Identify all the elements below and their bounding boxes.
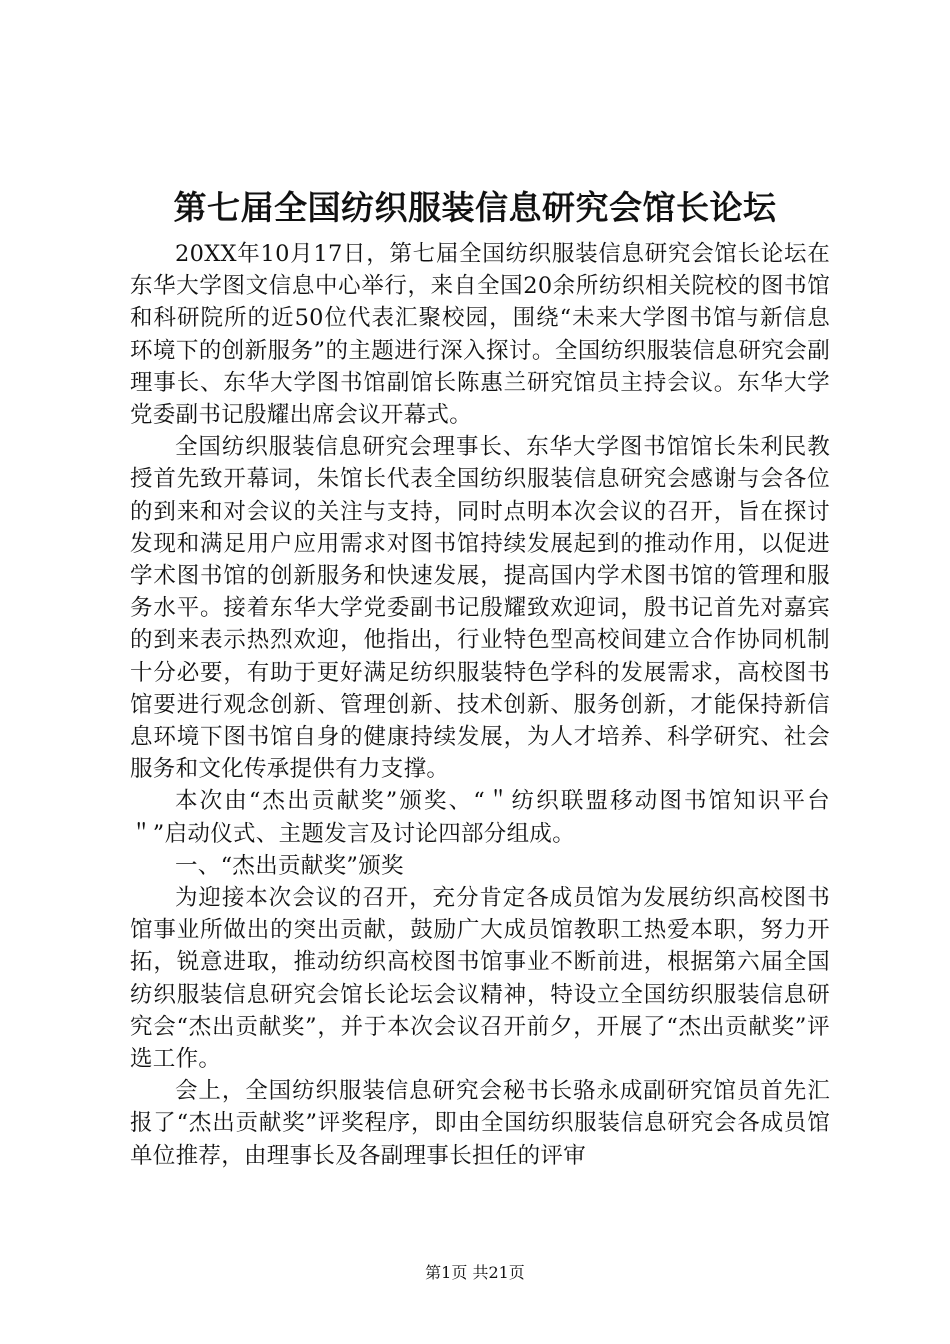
paragraph: 会上，全国纺织服装信息研究会秘书长骆永成副研究馆员首先汇报了“杰出贡献奖”评奖程序，即由全国纺织服装信息研究会各成员馆单位推荐，由理事长及各副理事长担任的评审 bbox=[130, 1078, 830, 1169]
section-heading: 一、“杰出贡献奖”颁奖 bbox=[175, 852, 404, 879]
paragraph: 本次由“杰出贡献奖”颁奖、“＂纺织联盟移动图书馆知识平台＂”启动仪式、主题发言及讨论四部分组成。 bbox=[130, 788, 830, 847]
page-number-footer: 第1页 共21页 bbox=[425, 1263, 525, 1282]
paragraph: 为迎接本次会议的召开，充分肯定各成员馆为发展纺织高校图书馆事业所做出的突出贡献，鼓励广大成员馆教职工热爱本职，努力开拓，锐意进取，推动纺织高校图书馆事业不断前进，根据第六届全国纺织服装信息研究会馆长论坛会议精神，特设立全国纺织服装信息研究会“杰出贡献奖”，并于本次会议召开前夕，开展了“杰出贡献奖”评选工作。 bbox=[130, 885, 830, 1073]
paragraph: 20XX年10月17日，第七届全国纺织服装信息研究会馆长论坛在东华大学图文信息中心举行，来自全国20余所纺织相关院校的图书馆和科研院所的近50位代表汇聚校园，围绕“未来大学图书馆与新信息环境下的创新服务”的主题进行深入探讨。全国纺织服装信息研究会副理事长、东华大学图书馆副馆长陈惠兰研究馆员主持会议。东华大学党委副书记殷耀出席会议开幕式。 bbox=[130, 241, 830, 429]
document-body bbox=[130, 238, 830, 1172]
document-title: 第七届全国纺织服装信息研究会馆长论坛 bbox=[173, 188, 777, 227]
paragraph: 全国纺织服装信息研究会理事长、东华大学图书馆馆长朱利民教授首先致开幕词，朱馆长代表全国纺织服装信息研究会感谢与会各位的到来和对会议的关注与支持，同时点明本次会议的召开，旨在探讨发现和满足用户应用需求对图书馆持续发展起到的推动作用，以促进学术图书馆的创新服务和快速发展，提高国内学术图书馆的管理和服务水平。接着东华大学党委副书记殷耀致欢迎词，殷书记首先对嘉宾的到来表示热烈欢迎，他指出，行业特色型高校间建立合作协同机制十分必要，有助于更好满足纺织服装特色学科的发展需求，高校图书馆要进行观念创新、管理创新、技术创新、服务创新，才能保持新信息环境下图书馆自身的健康持续发展，为人才培养、科学研究、社会服务和文化传承提供有力支撑。 bbox=[130, 434, 830, 783]
